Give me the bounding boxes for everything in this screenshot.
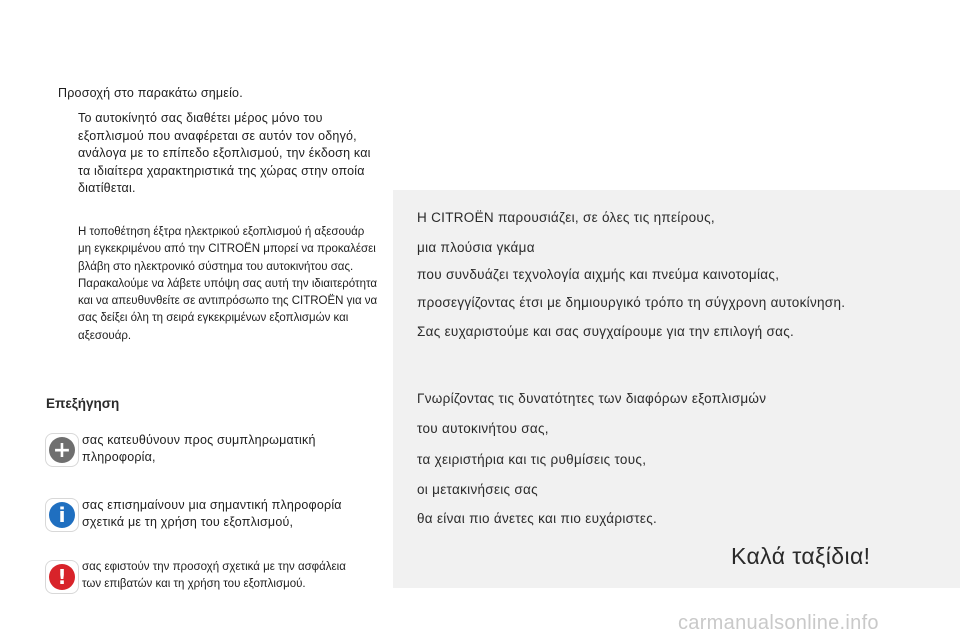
panel-line: τα χειριστήρια και τις ρυθμίσεις τους, — [417, 452, 647, 467]
plus-icon: + — [46, 434, 78, 466]
closing-greeting: Καλά ταξίδια! — [731, 543, 871, 569]
panel-line: Η CITROËN παρουσιάζει, σε όλες τις ηπείρους, — [417, 210, 715, 225]
panel-line: Γνωρίζοντας τις δυνατότητες των διαφόρων εξοπλισμών — [417, 391, 767, 406]
legend-item-plus — [46, 434, 366, 466]
legend-item-info — [46, 499, 366, 531]
legend-item-text: σας κατευθύνουν προς συμπληρωματική πληροφορία, — [82, 433, 316, 464]
warning-icon: ! — [46, 561, 78, 593]
panel-line: του αυτοκινήτου σας, — [417, 421, 549, 436]
panel-line: Σας ευχαριστούμε και σας συγχαίρουμε για την επιλογή σας. — [417, 324, 795, 339]
panel-line: οι μετακινήσεις σας — [417, 482, 538, 497]
intro-note: Προσοχή στο παρακάτω σημείο. — [58, 86, 243, 100]
equipment-paragraph: Το αυτοκίνητό σας διαθέτει μέρος μόνο του εξοπλισμού που αναφέρεται σε αυτόν τον οδηγό, ανάλογα με το επίπεδο εξοπλισμού, την έκδοση και τα ιδιαίτερα χαρακτηριστικά της χώρας στην οποία διατίθεται. — [78, 111, 371, 195]
legend-item-warning — [46, 561, 366, 593]
panel-line: θα είναι πιο άνετες και πιο ευχάριστες. — [417, 511, 658, 526]
accessories-paragraph: Η τοποθέτηση έξτρα ηλεκτρικού εξοπλισμού ή αξεσουάρ μη εγκεκριμένου από την CITROËN μπορεί να προκαλέσει βλάβη στο ηλεκτρονικό σύστημα του αυτοκινήτου σας. Παρακαλούμε να λάβετε υπόψη σας αυτή την ιδιαιτερότητα και να απευθυνθείτε σε αντιπρόσωπο της CITROËN για να σας δείξει όλη τη σειρά εγκεκριμένων εξοπλισμών και αξεσουάρ. — [78, 226, 378, 342]
panel-line: που συνδυάζει τεχνολογία αιχμής και πνεύμα καινοτομίας, — [417, 267, 780, 282]
panel-line: προσεγγίζοντας έτσι με δημιουργικό τρόπο τη σύγχρονη αυτοκίνηση. — [417, 295, 846, 310]
welcome-panel — [393, 190, 960, 588]
panel-line: μια πλούσια γκάμα — [417, 240, 535, 255]
legend-item-text: σας επισημαίνουν μια σημαντική πληροφορία σχετικά με τη χρήση του εξοπλισμού, — [82, 498, 342, 529]
info-icon: i — [46, 499, 78, 531]
legend-title: Επεξήγηση — [46, 396, 120, 411]
legend-item-text: σας εφιστούν την προσοχή σχετικά με την ασφάλεια των επιβατών και τη χρήση του εξοπλισμού. — [82, 561, 346, 590]
watermark: carmanualsonline.info — [678, 612, 879, 634]
